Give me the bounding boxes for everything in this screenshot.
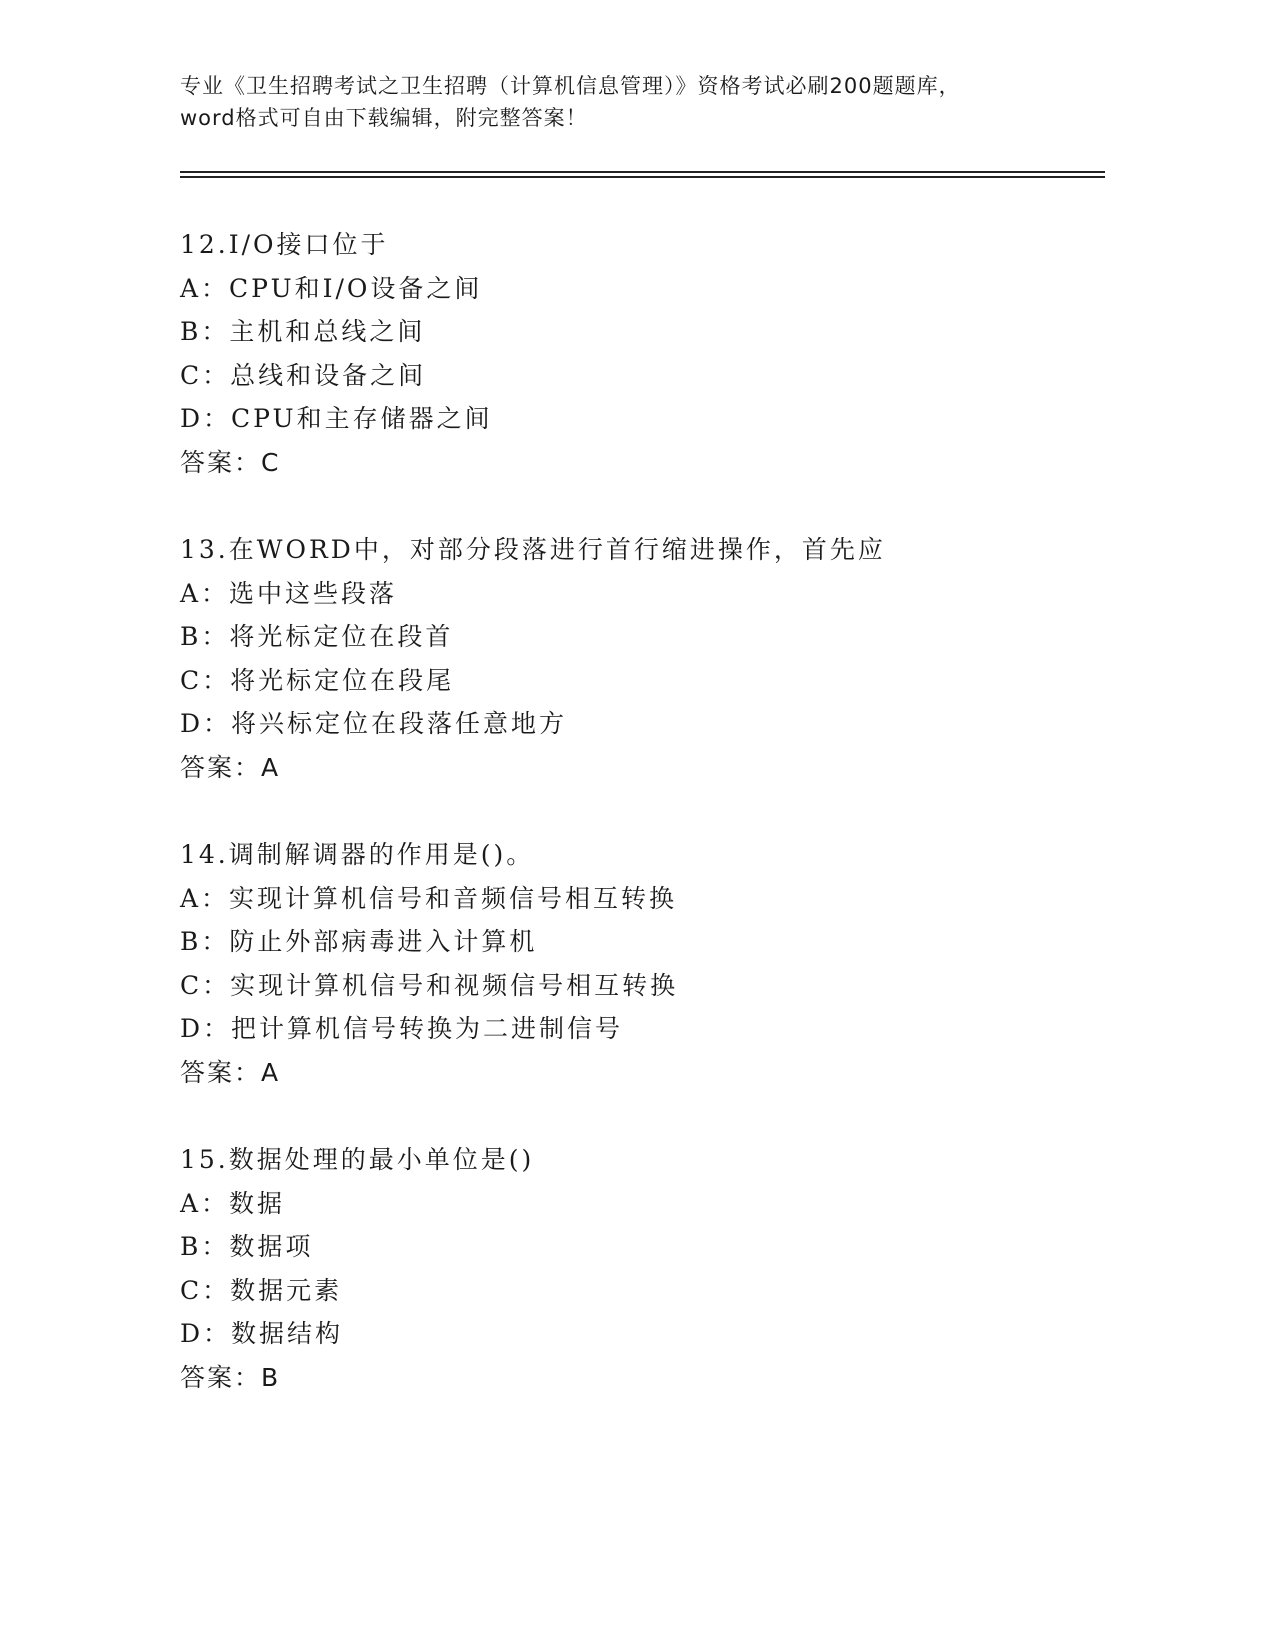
option-d: D：CPU和主存储器之间 [180, 404, 493, 434]
answer-text: 答案：B [180, 1362, 281, 1392]
option-b: B：主机和总线之间 [180, 317, 426, 347]
option-d: D：数据结构 [180, 1319, 344, 1349]
option-a: A：数据 [180, 1188, 286, 1218]
option-c: C：数据元素 [180, 1275, 343, 1305]
answer-text: 答案：A [180, 1057, 281, 1087]
option-d: D：把计算机信号转换为二进制信号 [180, 1014, 624, 1044]
question-13 [180, 528, 1120, 790]
option-c: C：将光标定位在段尾 [180, 665, 455, 695]
option-a: A：实现计算机信号和音频信号相互转换 [180, 883, 678, 913]
header-line-1: 专业《卫生招聘考试之卫生招聘（计算机信息管理）》资格考试必刷200题题库， [180, 74, 961, 98]
document-header [180, 70, 1120, 134]
question-14 [180, 833, 1120, 1095]
question-stem: 12.I/O接口位于 [180, 230, 389, 259]
option-a: A：选中这些段落 [180, 578, 398, 608]
header-divider-top [180, 171, 1105, 173]
question-12 [180, 223, 1120, 485]
question-15 [180, 1138, 1120, 1400]
question-stem: 15.数据处理的最小单位是() [180, 1145, 535, 1174]
answer-text: 答案：C [180, 447, 281, 477]
option-b: B：将光标定位在段首 [180, 622, 454, 652]
question-stem: 13.在WORD中，对部分段落进行首行缩进操作，首先应 [180, 535, 886, 564]
option-b: B：数据项 [180, 1232, 314, 1262]
header-line-2: word格式可自由下载编辑，附完整答案！ [180, 106, 588, 130]
answer-text: 答案：A [180, 752, 281, 782]
header-divider-bottom [180, 176, 1105, 178]
option-b: B：防止外部病毒进入计算机 [180, 927, 538, 957]
option-c: C：实现计算机信号和视频信号相互转换 [180, 970, 679, 1000]
option-a: A：CPU和I/O设备之间 [180, 273, 483, 303]
option-d: D：将兴标定位在段落任意地方 [180, 709, 568, 739]
question-stem: 14.调制解调器的作用是()。 [180, 840, 535, 869]
option-c: C：总线和设备之间 [180, 360, 427, 390]
